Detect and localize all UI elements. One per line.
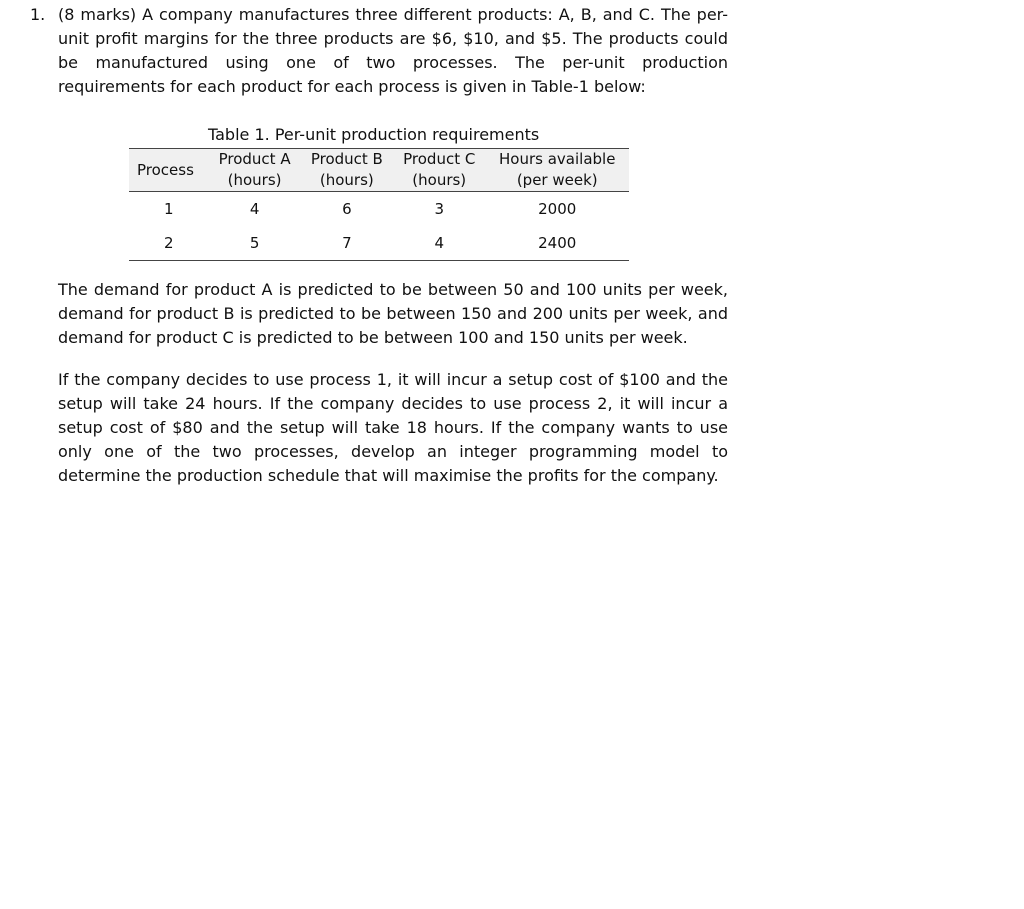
question-1 [30, 3, 730, 488]
cell-product-b: 6 [342, 200, 352, 218]
header-hours-unit: (per week) [516, 171, 598, 189]
table-header-row [129, 149, 629, 192]
production-table-block [129, 123, 629, 261]
question-number: 1. [30, 5, 46, 24]
cell-product-a: 4 [249, 200, 260, 218]
header-process: Process [129, 149, 208, 192]
header-product-c [393, 149, 485, 192]
cell-product-b: 7 [301, 226, 393, 261]
cell-product-a: 5 [208, 226, 300, 261]
cell-hours-available: 2400 [485, 226, 629, 261]
header-hours-available [485, 149, 629, 192]
cell-hours-available: 2000 [538, 200, 577, 218]
table-caption: Table 1. Per-unit production requirements [208, 125, 540, 144]
cell-product-c: 4 [393, 226, 485, 261]
header-product-c-unit: (hours) [412, 171, 467, 189]
setup-paragraph: If the company decides to use process 1, it will incur a setup cost of $100 and the setup will take 24 hours. If the company decides to use process 2, it will incur a setup cost of $80 and the setup will take 18 hours. If the company wants to use only one of the two processes, develop an integer programming model to determine the production schedule that will maximise the profits for the company. [58, 370, 728, 485]
header-product-a-name: Product A [218, 150, 291, 168]
production-requirements-table [129, 148, 629, 261]
header-product-a [208, 149, 300, 192]
demand-paragraph: The demand for product A is predicted to be between 50 and 100 units per week, demand for product B is predicted to be between 150 and 200 units per week, and demand for product C is predicted to be between 100 and 150 units per week. [58, 280, 728, 347]
header-hours-name: Hours available [499, 150, 616, 168]
header-product-b [301, 149, 393, 192]
header-product-c-name: Product C [403, 150, 476, 168]
cell-process: 2 [129, 226, 208, 261]
header-product-b-name: Product B [310, 150, 383, 168]
question-body [58, 3, 728, 488]
header-product-b-unit: (hours) [319, 171, 374, 189]
cell-product-c: 3 [434, 200, 444, 218]
table-row [129, 192, 629, 227]
header-product-a-unit: (hours) [227, 171, 282, 189]
table-row [129, 226, 629, 261]
cell-process: 1 [163, 200, 174, 218]
intro-paragraph: (8 marks) A company manufactures three different products: A, B, and C. The per-unit profit margins for the three products are $6, $10, and $5. The products could be manufactured using one of two processes. The per-unit production requirements for each product for each process is given in Table-1 below: [58, 5, 728, 96]
